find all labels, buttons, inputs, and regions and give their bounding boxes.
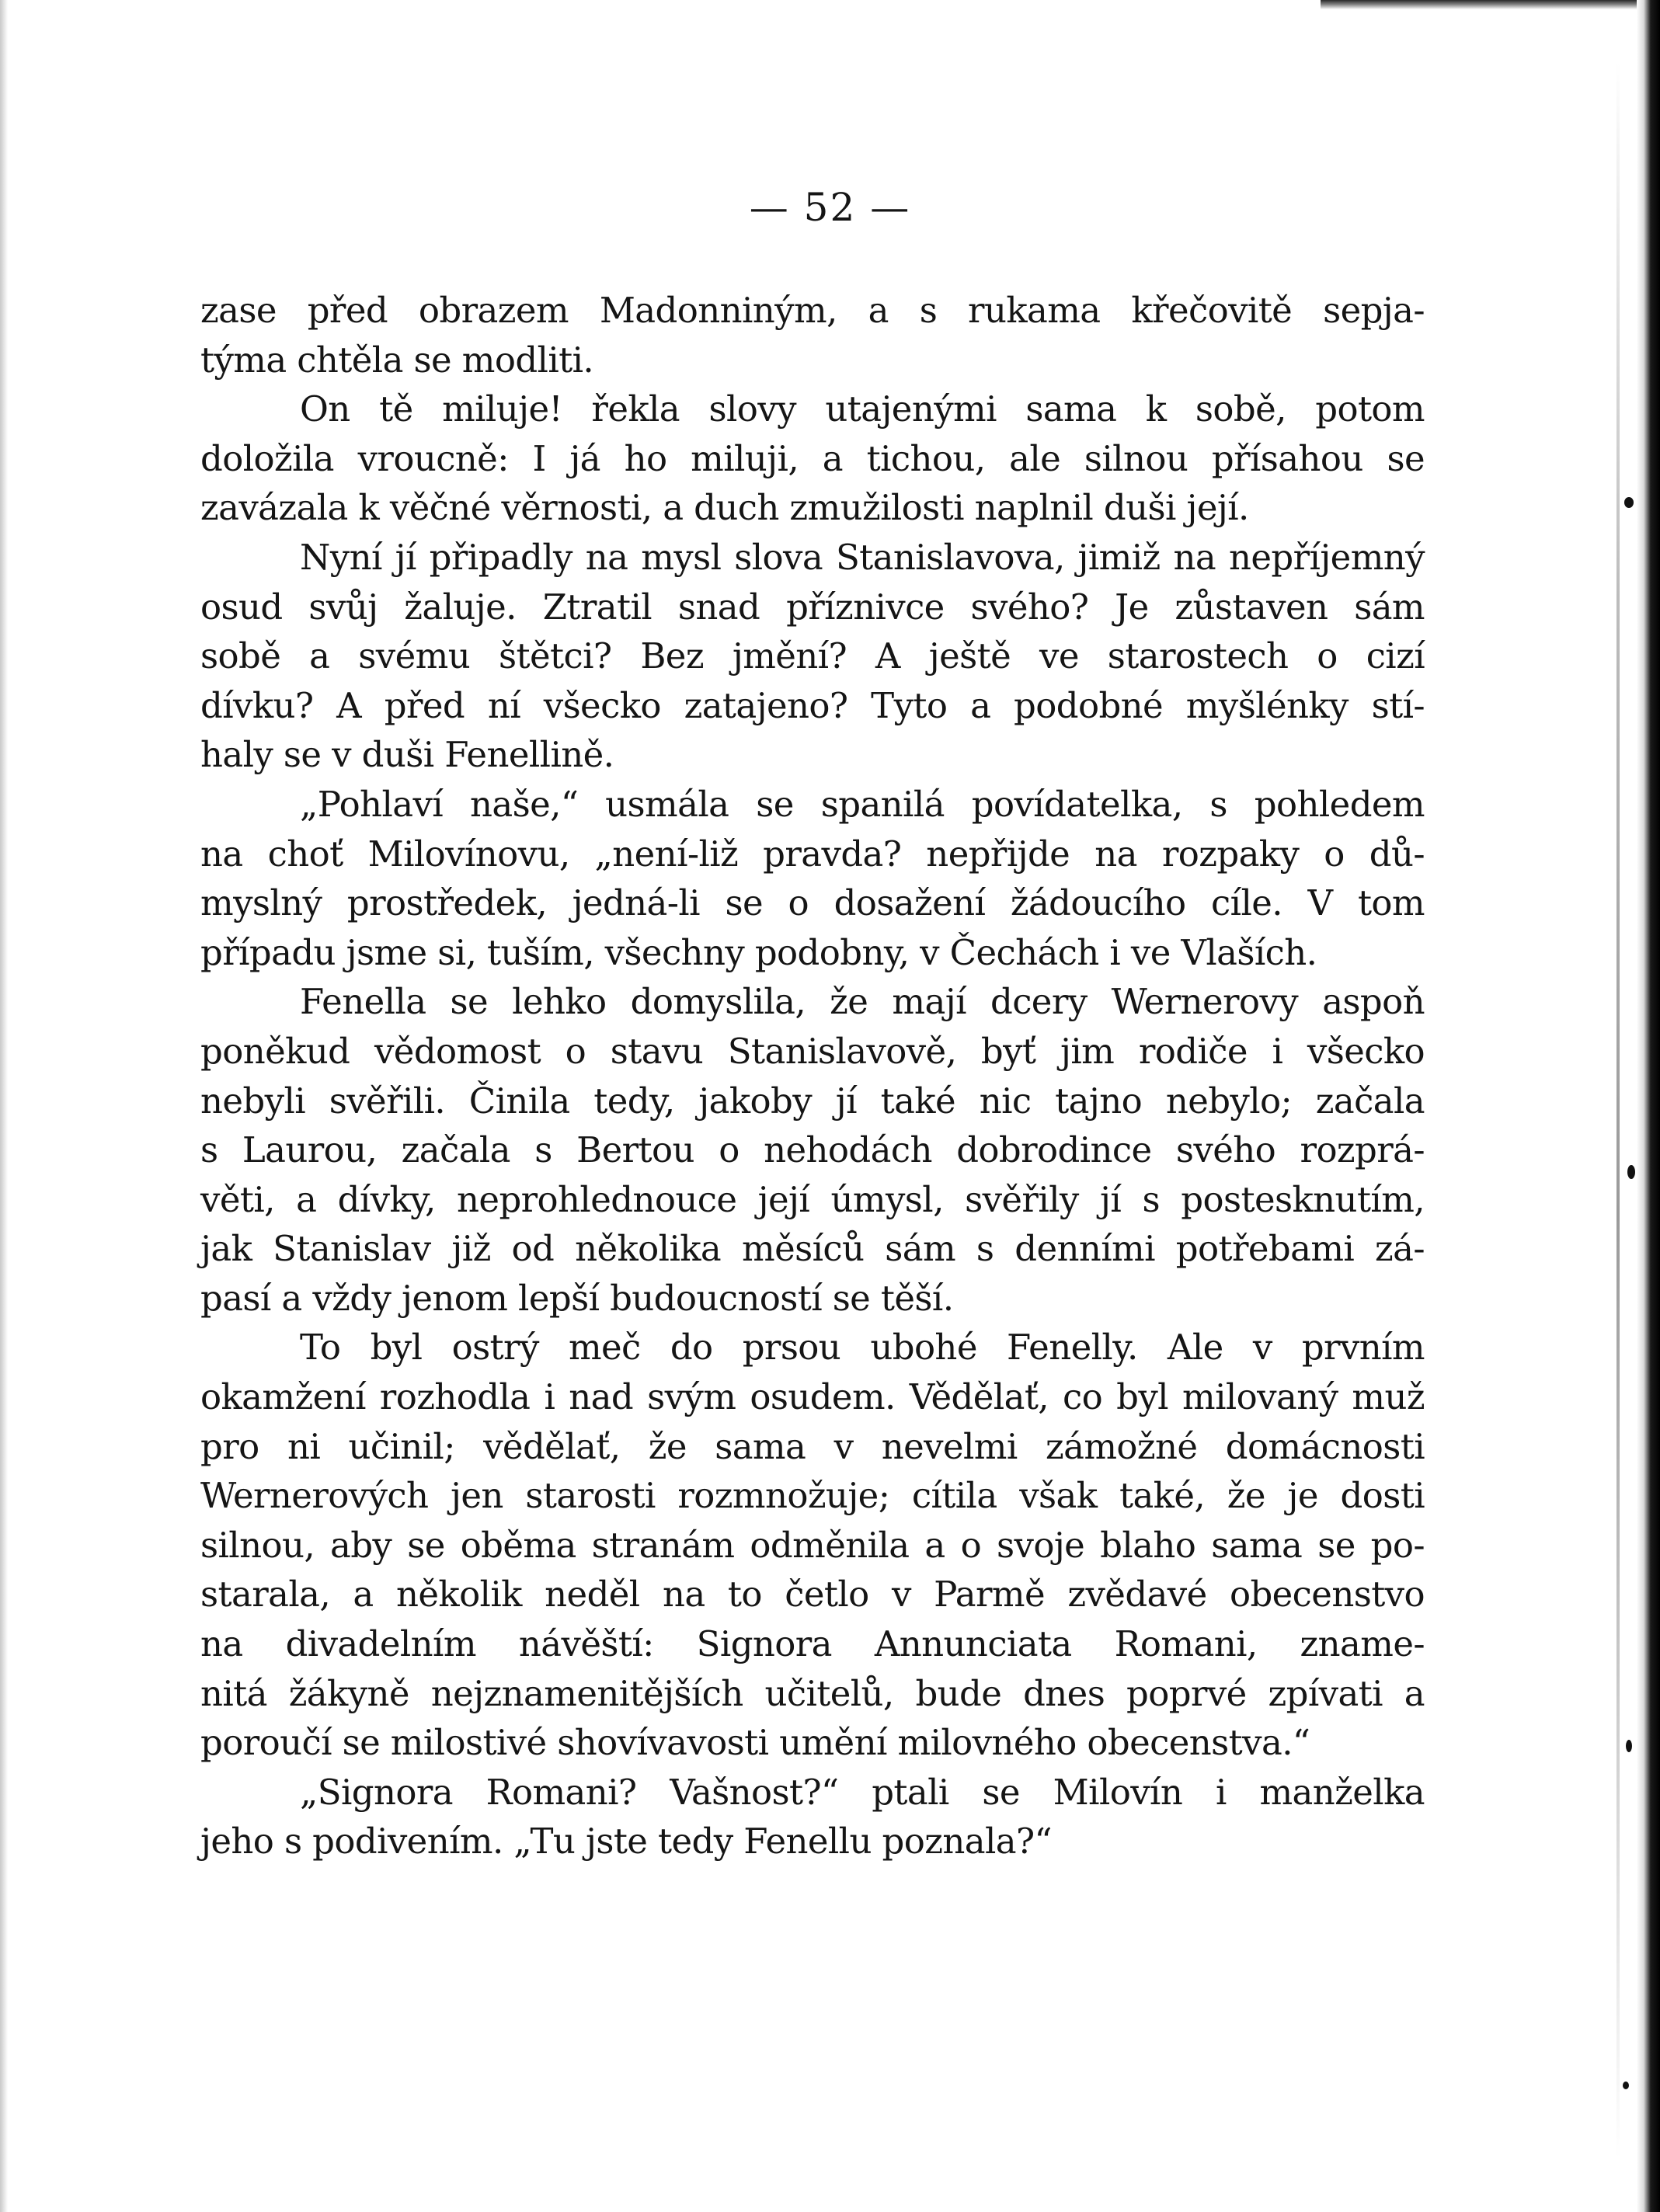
text-line: jeho s podivením. „Tu jste tedy Fenellu poznala?“ bbox=[200, 1821, 1052, 1862]
text-line: Nyní jí připadly na mysl slova Stanislavova, jimiž na nepříjemný bbox=[300, 536, 1425, 578]
text-line: zase před obrazem Madonniným, a s rukama křečovitě sepja- bbox=[200, 290, 1425, 331]
text-line: silnou, aby se oběma stranám odměnila a o svoje blaho sama se po- bbox=[200, 1524, 1425, 1566]
scan-speck bbox=[1626, 1740, 1632, 1752]
text-line: věti, a dívky, neprohlednouce její úmysl, svěřily jí s postesknutím, bbox=[200, 1178, 1425, 1220]
text-line: zavázala k věčné věrnosti, a duch zmužilosti naplnil duši její. bbox=[200, 487, 1249, 529]
text-line: myslný prostředek, jedná-li se o dosažení žádoucího cíle. V tom bbox=[200, 882, 1425, 924]
text-line: týma chtěla se modliti. bbox=[200, 339, 594, 381]
text-line: osud svůj žaluje. Ztratil snad příznivce svého? Je zůstaven sám bbox=[200, 586, 1425, 628]
text-line: starala, a několik neděl na to četlo v Parmě zvědavé obecenstvo bbox=[200, 1574, 1425, 1616]
text-line: sobě a svému štětci? Bez jmění? A ještě ve starostech o cizí bbox=[200, 635, 1425, 677]
page-left-edge bbox=[0, 0, 8, 2212]
scan-speck bbox=[1624, 497, 1634, 508]
text-line: poněkud vědomost o stavu Stanislavově, byť jim rodiče i všecko bbox=[200, 1030, 1425, 1072]
text-line: na divadelním návěští: Signora Annunciata Romani, zname- bbox=[200, 1623, 1425, 1665]
text-line: poroučí se milostivé shovívavosti umění milovného obecenstva.“ bbox=[200, 1722, 1310, 1764]
scan-speck bbox=[1627, 1165, 1635, 1179]
text-line: „Pohlaví naše,“ usmála se spanilá povídatelka, s pohledem bbox=[300, 783, 1425, 825]
scan-speck bbox=[1623, 2082, 1629, 2089]
text-line: nebyli svěřili. Činila tedy, jakoby jí také nic tajno nebylo; začala bbox=[200, 1080, 1425, 1122]
text-line: On tě miluje! řekla slovy utajenými sama k sobě, potom bbox=[300, 388, 1425, 430]
text-line: jak Stanislav již od několika měsíců sám s denními potřebami zá- bbox=[200, 1228, 1425, 1270]
text-line: případu jsme si, tuším, všechny podobny, v Čechách i ve Vlaších. bbox=[200, 931, 1317, 973]
page-number: — 52 — bbox=[749, 185, 911, 230]
text-line: doložila vroucně: I já ho miluji, a tichou, ale silnou přísahou se bbox=[200, 437, 1425, 479]
text-line: haly se v duši Fenellině. bbox=[200, 734, 614, 776]
text-line: Fenella se lehko domyslila, že mají dcery Wernerovy aspoň bbox=[300, 981, 1425, 1023]
text-line: nitá žákyně nejznamenitějších učitelů, bude dnes poprvé zpívati a bbox=[200, 1672, 1425, 1714]
page-right-edge bbox=[1637, 0, 1660, 2212]
text-line: na choť Milovínovu, „není-liž pravda? nepřijde na rozpaky o dů- bbox=[200, 833, 1425, 875]
text-line: s Laurou, začala s Bertou o nehodách dobrodince svého rozprá- bbox=[200, 1129, 1425, 1171]
text-line: „Signora Romani? Vašnost?“ ptali se Milovín i manželka bbox=[300, 1771, 1425, 1813]
text-line: pro ni učinil; vědělať, že sama v nevelmi zámožné domácnosti bbox=[200, 1425, 1425, 1467]
page-top-edge bbox=[1321, 0, 1660, 9]
text-line: pasí a vždy jenom lepší budoucností se těší. bbox=[200, 1277, 954, 1319]
text-line: okamžení rozhodla i nad svým osudem. Vědělať, co byl milovaný muž bbox=[200, 1376, 1425, 1418]
page-gutter-shadow bbox=[1616, 62, 1620, 2159]
body-text bbox=[200, 286, 1425, 1866]
text-line: dívku? A před ní všecko zatajeno? Tyto a podobné myšlénky stí- bbox=[200, 684, 1425, 726]
text-line: To byl ostrý meč do prsou ubohé Fenelly. Ale v prvním bbox=[300, 1327, 1425, 1369]
text-line: Wernerových jen starosti rozmnožuje; cítila však také, že je dosti bbox=[200, 1475, 1425, 1517]
